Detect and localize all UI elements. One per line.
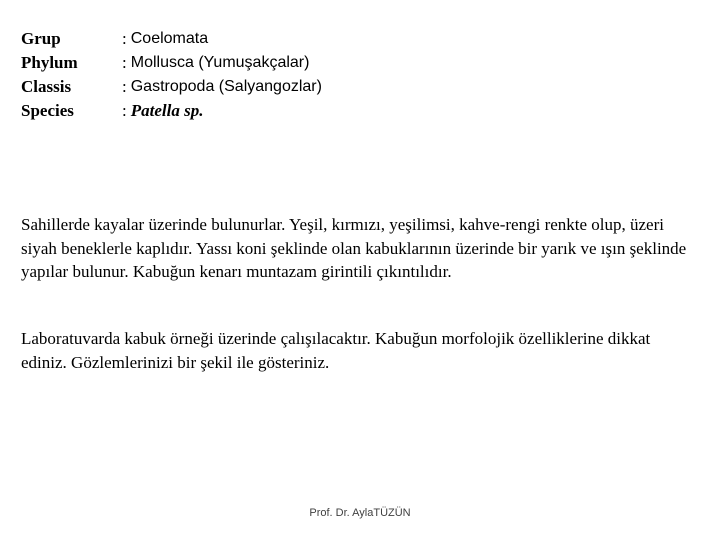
- taxonomy-separator: :: [122, 77, 127, 96]
- taxonomy-separator: :: [122, 53, 127, 72]
- taxonomy-value: Coelomata: [130, 30, 209, 47]
- taxonomy-rank: Grup: [21, 29, 61, 48]
- author-footer: Prof. Dr. AylaTÜZÜN: [309, 507, 411, 519]
- taxonomy-value: Mollusca (Yumuşakçalar): [130, 54, 310, 71]
- taxonomy-table: [21, 27, 322, 123]
- taxonomy-rank: Phylum: [21, 53, 78, 72]
- taxonomy-rank: Species: [21, 101, 74, 120]
- taxonomy-separator: :: [122, 101, 127, 120]
- taxonomy-rank: Classis: [21, 77, 72, 96]
- instruction-paragraph: Laboratuvarda kabuk örneği üzerinde çalışılacaktır. Kabuğun morfolojik özelliklerine dikkat ediniz. Gözlemlerinizi bir şekil ile gösteriniz.: [21, 329, 651, 372]
- taxonomy-value: Gastropoda (Salyangozlar): [130, 78, 322, 95]
- taxonomy-separator: :: [122, 29, 127, 48]
- taxonomy-row-species: [21, 99, 322, 123]
- taxonomy-value-species: Patella sp.: [130, 101, 204, 120]
- taxonomy-row-classis: [21, 75, 322, 99]
- taxonomy-row-phylum: [21, 51, 322, 75]
- taxonomy-row-grup: [21, 27, 322, 51]
- description-paragraph: Sahillerde kayalar üzerinde bulunurlar. Yeşil, kırmızı, yeşilimsi, kahve-rengi renkte olup, üzeri siyah beneklerle kaplıdır. Yassı koni şeklinde olan kabuklarının üzerinde bir yarık ve ışın şeklinde yapılar bulunur. Kabuğun kenarı muntazam girintili çıkıntılıdır.: [21, 215, 687, 281]
